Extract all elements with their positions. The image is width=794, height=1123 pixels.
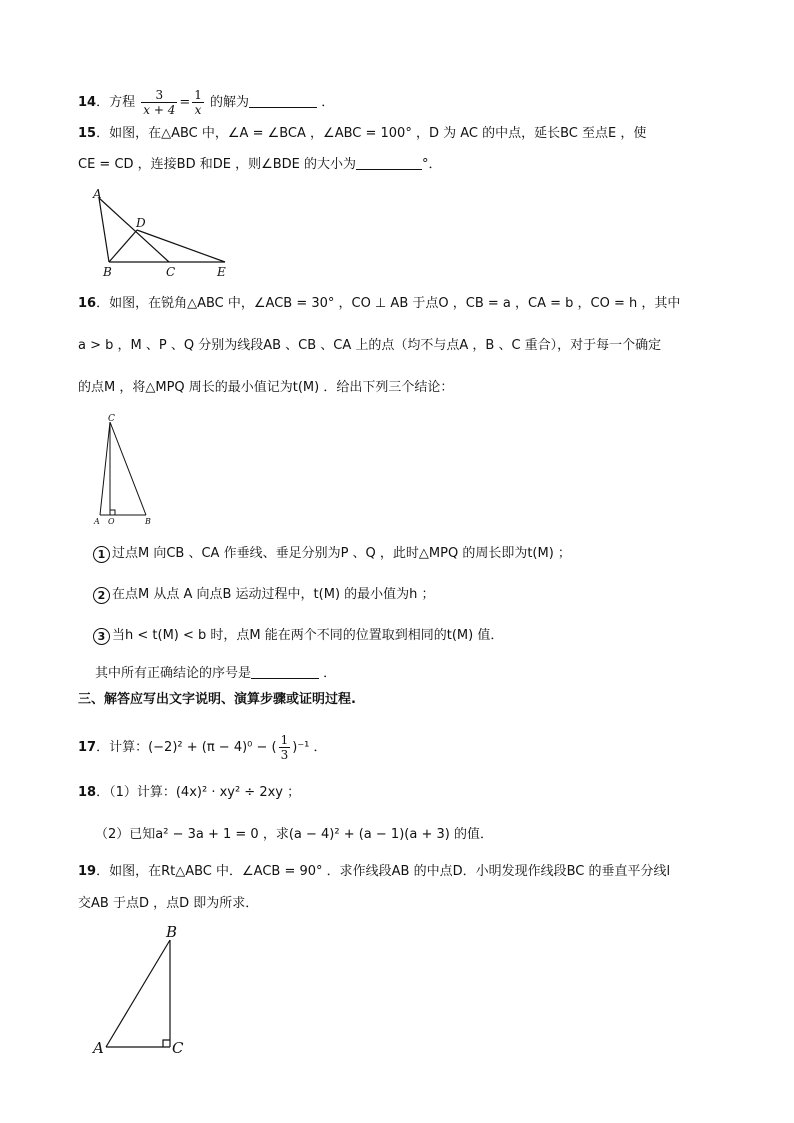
q16-conclusion-3 [93, 626, 503, 646]
q16-line-3 [78, 378, 453, 398]
q19-label-b: B [166, 923, 178, 941]
q14-line [78, 88, 334, 117]
q15-line-2 [78, 155, 442, 175]
q17-line [78, 733, 327, 762]
q17-fraction [279, 733, 291, 762]
q18-line-1 [78, 783, 300, 803]
q19-text-1: ．如图，在Rt△ABC 中．∠ACB = 90° ．求作线段AB 的中点D．小明发现作线段BC 的垂直平分线l [96, 864, 671, 879]
q16-answer-blank[interactable] [251, 664, 319, 679]
q14-frac1-denominator: x + 4 [143, 103, 176, 117]
q17-text-1: ．计算：(−2)² + (π − 4)⁰ − ( [96, 740, 277, 755]
q19-line-1 [78, 862, 670, 882]
q16-conclusion-1 [93, 544, 571, 564]
q16-answer-end: ． [323, 666, 337, 681]
q16-answer-prompt: 其中所有正确结论的序号是 [95, 666, 252, 681]
q15-label-c: C [166, 265, 176, 279]
q14-text-1: ．方程 [96, 95, 136, 110]
q19-number: 19 [78, 864, 97, 879]
q16-number: 16 [78, 296, 97, 311]
q15-number: 15 [78, 126, 97, 141]
q18-part-1: ．（1）计算：(4x)² · xy² ÷ 2xy ； [96, 785, 301, 800]
q17-text-2: )⁻¹ ． [292, 740, 327, 755]
q16-conclusion-2-text: 在点M 从点 A 向点B 运动过程中，t(M) 的最小值为h ； [112, 587, 435, 602]
q16-text-2: a > b ，M 、P 、Q 分别为线段AB 、CB 、CA 上的点（均不与点A ，B 、C 重合），对于每一个确定 [78, 338, 662, 353]
q16-line-2 [78, 336, 661, 356]
q16-label-o: O [108, 517, 115, 526]
q14-fraction-right [192, 88, 204, 117]
q16-label-b: B [145, 517, 151, 526]
q17-number: 17 [78, 740, 97, 755]
q16-label-c: C [108, 414, 115, 424]
q16-triangle-figure [90, 412, 160, 527]
q15-label-e: E [217, 265, 226, 279]
q14-fraction-left [141, 88, 177, 117]
q14-frac2-denominator: x [194, 103, 202, 117]
q17-frac-denominator: 3 [280, 748, 289, 762]
q15-text-1: ．如图，在△ABC 中，∠A = ∠BCA ，∠ABC = 100° ，D 为 AC 的中点，延长BC 至点E ，使 [96, 126, 647, 141]
q17-frac-numerator: 1 [280, 733, 289, 747]
q15-triangle-figure [85, 188, 245, 280]
q14-equals: = [179, 95, 191, 110]
q19-label-c: C [172, 1039, 184, 1057]
q18-part-2: （2）已知a² − 3a + 1 = 0 ，求(a − 4)² + (a − 1)(a + 3) 的值． [95, 827, 493, 842]
q16-label-a: A [94, 517, 100, 526]
q19-label-a: A [93, 1039, 104, 1057]
q16-answer-line [95, 664, 336, 684]
q15-label-d: D [136, 216, 146, 230]
q14-frac1-numerator: 3 [141, 88, 177, 103]
q14-end: ． [321, 95, 335, 110]
circled-number-3: 3 [93, 628, 110, 645]
q14-number: 14 [78, 95, 97, 110]
q19-text-2: 交AB 于点D ，点D 即为所求． [78, 896, 259, 911]
q18-line-2 [95, 825, 493, 845]
q16-conclusion-3-text: 当h < t(M) < b 时，点M 能在两个不同的位置取到相同的t(M) 值． [112, 628, 504, 643]
q15-text-2-end: °． [422, 157, 442, 172]
circled-number-2: 2 [93, 587, 110, 604]
q16-conclusion-2 [93, 585, 435, 605]
q19-line-2 [78, 894, 258, 914]
q19-right-triangle-figure [90, 920, 200, 1060]
q16-text-1: ．如图，在锐角△ABC 中，∠ACB = 30° ，CO ⊥ AB 于点O ，CB = a ，CA = b ，CO = h ，其中 [96, 296, 681, 311]
q15-label-a: A [93, 188, 102, 201]
q15-line-1 [78, 124, 646, 144]
q14-frac2-numerator: 1 [194, 88, 202, 102]
q16-text-3: 的点M ，将△MPQ 周长的最小值记为t(M) ．给出下列三个结论： [78, 380, 454, 395]
q14-text-2: 的解为 [210, 95, 250, 110]
q14-answer-blank[interactable] [249, 93, 317, 108]
q16-conclusion-1-text: 过点M 向CB 、CA 作垂线、垂足分别为P 、Q ，此时△MPQ 的周长即为t(M) ； [112, 546, 571, 561]
q18-number: 18 [78, 785, 97, 800]
q16-line-1 [78, 294, 680, 314]
q15-answer-blank[interactable] [356, 155, 422, 170]
q15-text-2: CE = CD ，连接BD 和DE ，则∠BDE 的大小为 [78, 157, 357, 172]
section-3-heading: 三、解答应写出文字说明、演算步骤或证明过程. [78, 692, 356, 707]
q15-label-b: B [103, 265, 112, 279]
circled-number-1: 1 [93, 546, 110, 563]
